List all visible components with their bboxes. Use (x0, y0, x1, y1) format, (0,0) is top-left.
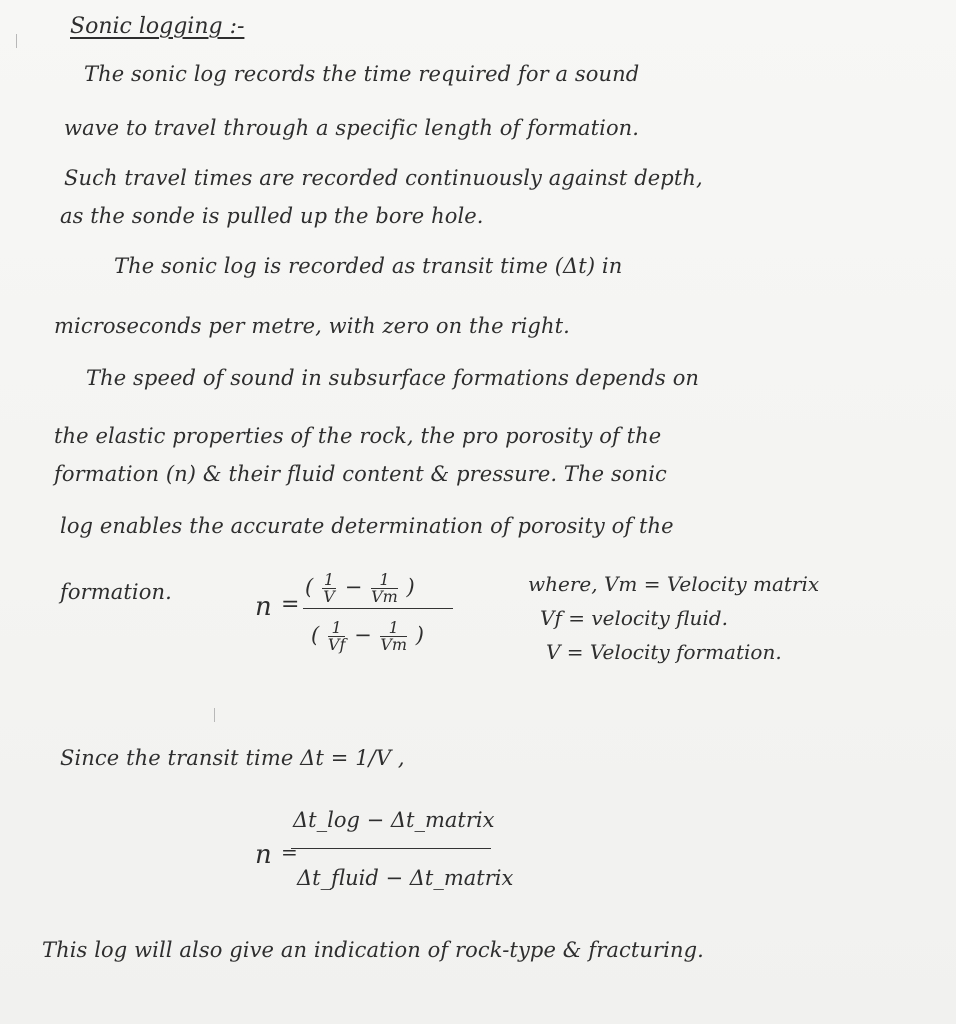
frac-bottom: Vf (327, 635, 346, 654)
paren-close: ) (406, 575, 415, 599)
formula2-numerator: Δt_log − Δt_matrix (293, 808, 495, 832)
variable-definitions (528, 572, 819, 674)
frac-top: 1 (380, 620, 407, 637)
formula2-fraction-bar (291, 848, 491, 849)
paren-close: ) (415, 623, 424, 647)
paren-open: ( (311, 623, 320, 647)
formula2-denominator: Δt_fluid − Δt_matrix (297, 866, 514, 890)
text-line-9: formation (n) & their fluid content & pressure. The sonic (54, 462, 667, 486)
text-line-3: Such travel times are recorded continuously against depth, (64, 166, 703, 190)
text-line-8: the elastic properties of the rock, the pro porosity of the (54, 424, 662, 448)
minus-sign: − (344, 575, 363, 599)
transit-time-line: Since the transit time Δt = 1/V , (60, 746, 405, 770)
closing-line: This log will also give an indication of rock-type & fracturing. (42, 938, 704, 962)
definition-vf: Vf = velocity fluid. (540, 606, 728, 630)
fraction-one-over-v (322, 572, 336, 605)
porosity-formula-velocity (255, 570, 465, 680)
fraction-one-over-vm (371, 572, 398, 605)
text-line-10: log enables the accurate determination of porosity of the (60, 514, 674, 538)
definition-v: V = Velocity formation. (546, 640, 782, 664)
formula1-equals: = (281, 592, 300, 617)
text-line-7: The speed of sound in subsurface formations depends on (86, 366, 700, 390)
page-title (70, 14, 244, 39)
text-line-5: The sonic log is recorded as transit time (Δt) in (114, 254, 623, 278)
frac-top: 1 (323, 570, 335, 589)
text-line-6: microseconds per metre, with zero on the right. (54, 314, 570, 338)
margin-mark-mid (214, 708, 215, 722)
minus-sign: − (354, 623, 372, 647)
paren-open: ( (305, 575, 314, 599)
fraction-one-over-vm (380, 620, 407, 653)
formula1-denominator (311, 620, 424, 653)
formula2-lhs: n (255, 840, 272, 870)
frac-top: 1 (371, 572, 398, 589)
formula1-fraction-bar (303, 608, 453, 609)
formula1-numerator (305, 572, 415, 605)
text-line-4: as the sonde is pulled up the bore hole. (60, 204, 484, 228)
title-text: Sonic logging :- (70, 14, 245, 39)
frac-bottom: Vm (371, 587, 398, 606)
fraction-one-over-vf (328, 620, 345, 653)
text-line-1: The sonic log records the time required for a sound (84, 62, 640, 86)
frac-top: 1 (328, 620, 345, 637)
frac-bottom: V (323, 587, 335, 606)
formula1-lhs: n (255, 592, 272, 622)
margin-mark-top (16, 34, 17, 48)
porosity-formula-transit-time (255, 808, 514, 918)
frac-bottom: Vm (380, 635, 408, 654)
text-line-11: formation. (60, 580, 172, 604)
text-line-2: wave to travel through a specific length of formation. (64, 116, 640, 140)
formula2-equals: = (281, 840, 298, 864)
definition-vm: where, Vm = Velocity matrix (528, 572, 820, 596)
